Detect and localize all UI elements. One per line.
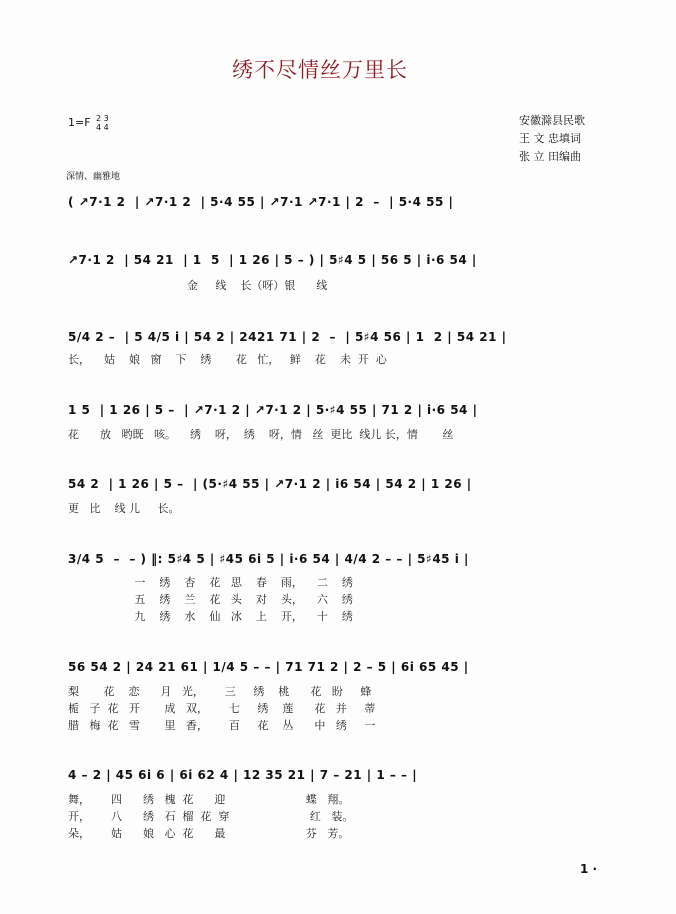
key-signature [68,114,109,132]
lyric-line: 一 绣 杏 花 思 春 雨， 二 绣 [68,576,353,589]
notation-text: 54 2 | 1 26 | 5 – | (5·♯4 55 | ↗7·1 2 | i6 54 | 54 2 | 1 26 | [68,477,472,491]
notation-row [68,403,608,423]
notation-row [68,660,608,680]
notation-row [68,477,608,497]
lyric-line: 九 绣 水 仙 冰 上 开， 十 绣 [68,610,353,623]
lyric-line: 开， 八 绣 石 榴 花 穿 红 装。 [68,810,354,823]
lyric-line: 长， 姑 娘 窗 下 绣 花 忙， 鲜 花 未 开 心 [68,353,387,366]
lyricist: 王 文 忠填词 [519,132,581,145]
notation-row [68,195,608,215]
time-signature [96,114,109,132]
lyric-line: 梨 花 恋 月 光， 三 绣 桃 花 盼 蜂 [68,685,372,698]
lyric-line: 腊 梅 花 雪 里 香， 百 花 丛 中 绣 一 [68,719,376,732]
credits [519,112,585,166]
lyric-line: 花 放 哟既 咳。 绣 呀， 绣 呀，情 丝 更比 线儿 长，情 丝 [68,428,454,441]
notation-text: ↗7·1 2 | 54 21 | 1 5 | 1 26 | 5 – ) | 5♯4 5 | 56 5 | i·6 54 | [68,253,477,267]
page-number: 1 · [580,862,598,876]
notation-text: 5/4 2 – | 5 4/5 i | 54 2 | 2421 71 | 2 – | 5♯4 56 | 1 2 | 54 21 | [68,330,507,344]
key-label: 1=F [68,116,91,129]
tempo-marking: 深情、幽雅地 [66,172,121,182]
notation-row [68,253,608,273]
notation-row [68,552,608,572]
lyric-line: 栀 子 花 开 成 双， 七 绣 莲 花 并 蒂 [68,702,376,715]
lyric-line: 更 比 线 儿 长。 [68,502,180,515]
song-title: 绣不尽情丝万里长 [232,58,408,82]
notation-row [68,768,608,788]
origin: 安徽滁县民歌 [519,114,585,127]
notation-text: 56 54 2 | 24 21 61 | 1/4 5 – – | 71 71 2 | 2 – 5 | 6i 65 45 | [68,660,469,674]
lyric-line: 五 绣 兰 花 头 对 头， 六 绣 [68,593,353,606]
notation-text: ( ↗7·1 2 | ↗7·1 2 | 5·4 55 | ↗7·1 ↗7·1 | 2 – | 5·4 55 | [68,195,454,209]
arranger: 张 立 田编曲 [519,150,581,163]
notation-row [68,330,608,350]
lyric-line: 金 线 长（呀）银 线 [68,279,328,292]
notation-text: 3/4 5 – – ) ‖: 5♯4 5 | ♯45 6i 5 | i·6 54 | 4/4 2 – – | 5♯45 i | [68,552,469,566]
time-top: 2 3 [96,114,109,123]
time-bottom: 4 4 [96,123,109,132]
notation-text: 1 5 | 1 26 | 5 – | ↗7·1 2 | ↗7·1 2 | 5·♯4 55 | 71 2 | i·6 54 | [68,403,478,417]
lyric-line: 舞， 四 绣 槐 花 迎 蝶 翔。 [68,793,350,806]
notation-text: 4 – 2 | 45 6i 6 | 6i 62 4 | 12 35 21 | 7 – 21 | 1 – – | [68,768,418,782]
lyric-line: 朵， 姑 娘 心 花 最 芬 芳。 [68,827,350,840]
